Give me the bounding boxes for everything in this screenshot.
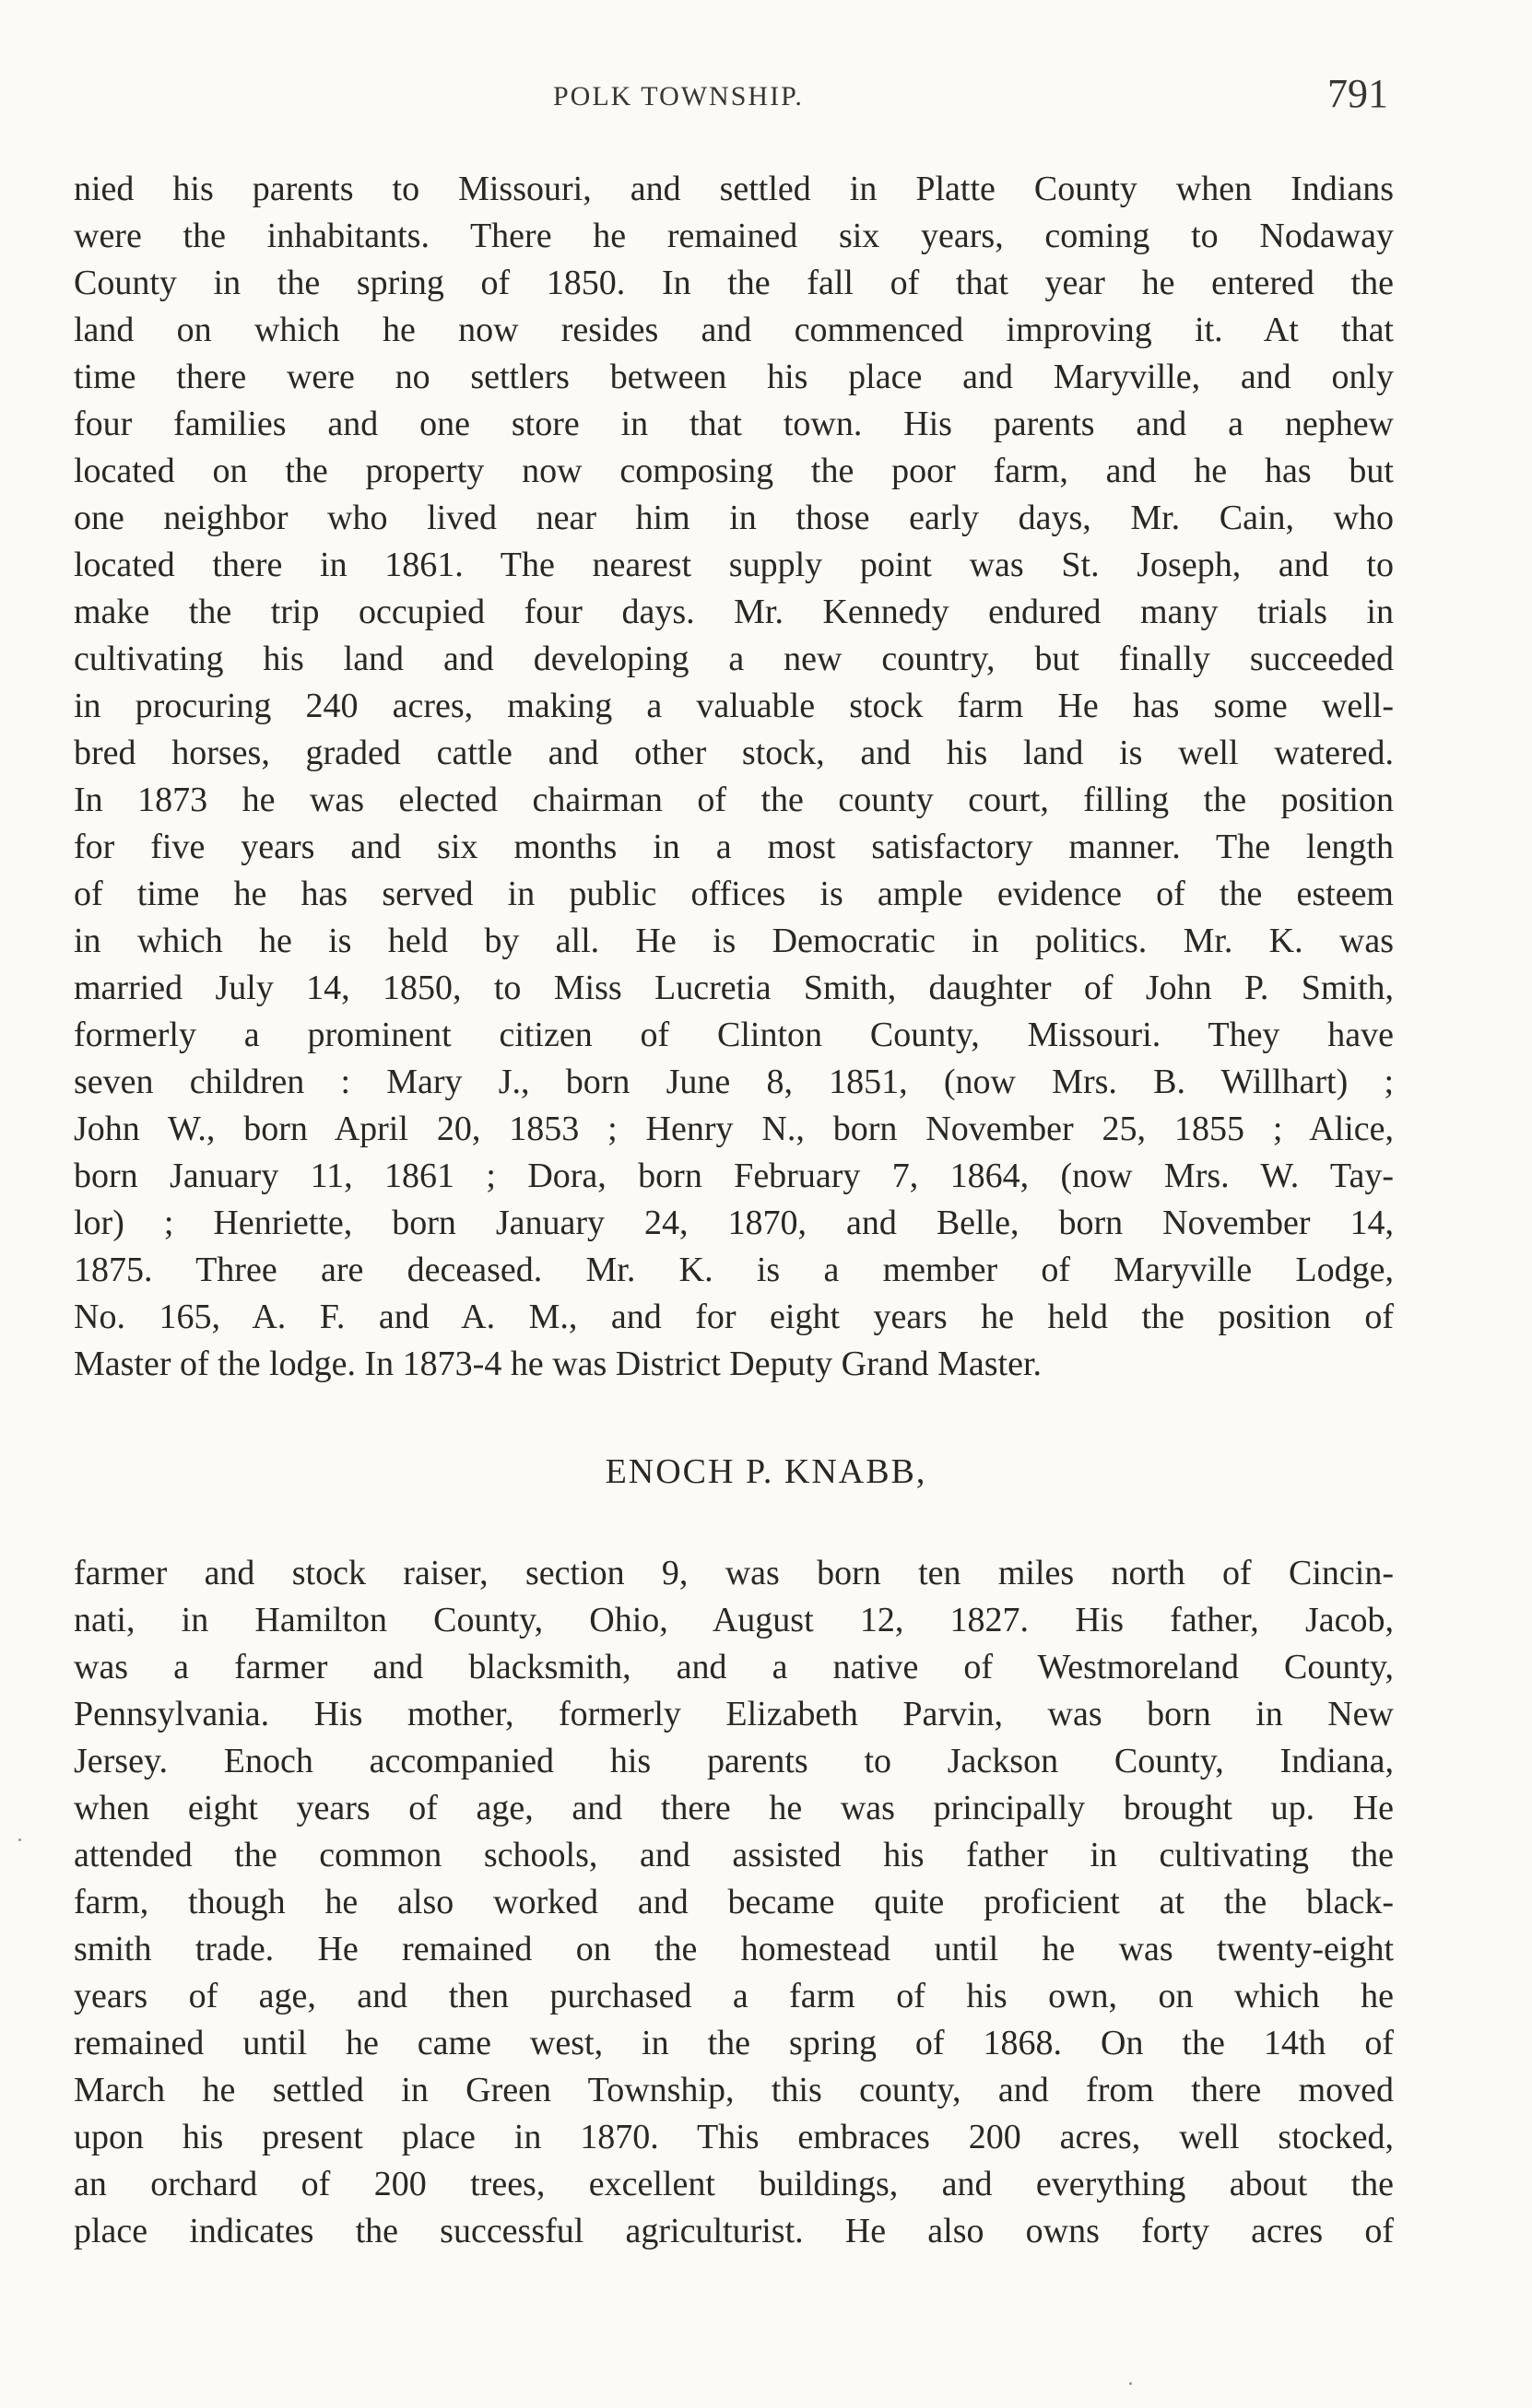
text-line: in which he is held by all. He is Democratic in politics. Mr. K. was (74, 922, 1394, 960)
paragraph-knabb (74, 1550, 1394, 2255)
text-line: years of age, and then purchased a farm of his own, on which he (74, 1977, 1394, 2015)
text-line: when eight years of age, and there he was principally brought up. He (74, 1789, 1394, 1827)
text-line: formerly a prominent citizen of Clinton County, Missouri. They have (74, 1016, 1394, 1054)
paper-speck (1129, 2382, 1132, 2385)
text-line: one neighbor who lived near him in those early days, Mr. Cain, who (74, 499, 1394, 537)
text-line: nied his parents to Missouri, and settled in Platte County when Indians (74, 170, 1394, 208)
page-number: 791 (1327, 71, 1388, 116)
paragraph-kennedy (74, 166, 1394, 1388)
text-line: 1875. Three are deceased. Mr. K. is a member of Maryville Lodge, (74, 1251, 1394, 1289)
text-line: County in the spring of 1850. In the fall of that year he entered the (74, 264, 1394, 302)
text-line: John W., born April 20, 1853 ; Henry N., born November 25, 1855 ; Alice, (74, 1110, 1394, 1148)
text-line: Master of the lodge. In 1873-4 he was District Deputy Grand Master. (74, 1345, 1043, 1383)
text-line: smith trade. He remained on the homestead until he was twenty-eight (74, 1930, 1394, 1968)
text-line: upon his present place in 1870. This embraces 200 acres, well stocked, (74, 2118, 1394, 2156)
text-line: Jersey. Enoch accompanied his parents to Jackson County, Indiana, (74, 1742, 1394, 1780)
text-line: bred horses, graded cattle and other stock, and his land is well watered. (74, 734, 1394, 772)
text-line: born January 11, 1861 ; Dora, born February 7, 1864, (now Mrs. W. Tay- (74, 1157, 1394, 1195)
text-line: were the inhabitants. There he remained six years, coming to Nodaway (74, 217, 1394, 255)
text-line: farm, though he also worked and became quite proficient at the black- (74, 1883, 1394, 1921)
text-line: located on the property now composing the poor farm, and he has but (74, 452, 1394, 490)
text-line: remained until he came west, in the spring of 1868. On the 14th of (74, 2024, 1394, 2062)
text-line: married July 14, 1850, to Miss Lucretia Smith, daughter of John P. Smith, (74, 969, 1394, 1007)
text-line: place indicates the successful agriculturist. He also owns forty acres of (74, 2212, 1394, 2250)
text-line: attended the common schools, and assisted his father in cultivating the (74, 1836, 1394, 1874)
text-line: farmer and stock raiser, section 9, was born ten miles north of Cincin- (74, 1554, 1394, 1592)
text-line: land on which he now resides and commenced improving it. At that (74, 311, 1394, 349)
text-line: In 1873 he was elected chairman of the county court, filling the position (74, 781, 1394, 819)
text-line: lor) ; Henriette, born January 24, 1870, and Belle, born November 14, (74, 1204, 1394, 1242)
text-line: four families and one store in that town. His parents and a nephew (74, 405, 1394, 443)
text-line: seven children : Mary J., born June 8, 1851, (now Mrs. B. Willhart) ; (74, 1063, 1394, 1101)
section-heading: ENOCH P. KNABB, (605, 1452, 927, 1491)
text-line: make the trip occupied four days. Mr. Kennedy endured many trials in (74, 593, 1394, 631)
text-line: was a farmer and blacksmith, and a native of Westmoreland County, (74, 1648, 1394, 1686)
text-line: located there in 1861. The nearest supply point was St. Joseph, and to (74, 546, 1394, 584)
text-line: in procuring 240 acres, making a valuable stock farm He has some well- (74, 687, 1394, 725)
text-line: No. 165, A. F. and A. M., and for eight years he held the position of (74, 1298, 1394, 1336)
text-line: time there were no settlers between his place and Maryville, and only (74, 358, 1394, 396)
text-line: Pennsylvania. His mother, formerly Elizabeth Parvin, was born in New (74, 1695, 1394, 1733)
text-line: for five years and six months in a most satisfactory manner. The length (74, 828, 1394, 866)
paper-speck (18, 1838, 21, 1841)
text-line: of time he has served in public offices is ample evidence of the esteem (74, 875, 1394, 913)
text-line: nati, in Hamilton County, Ohio, August 12, 1827. His father, Jacob, (74, 1601, 1394, 1639)
running-head: POLK TOWNSHIP. (553, 81, 804, 112)
text-line: an orchard of 200 trees, excellent buildings, and everything about the (74, 2165, 1394, 2203)
text-line: cultivating his land and developing a new country, but finally succeeded (74, 640, 1394, 678)
text-line: March he settled in Green Township, this county, and from there moved (74, 2071, 1394, 2109)
